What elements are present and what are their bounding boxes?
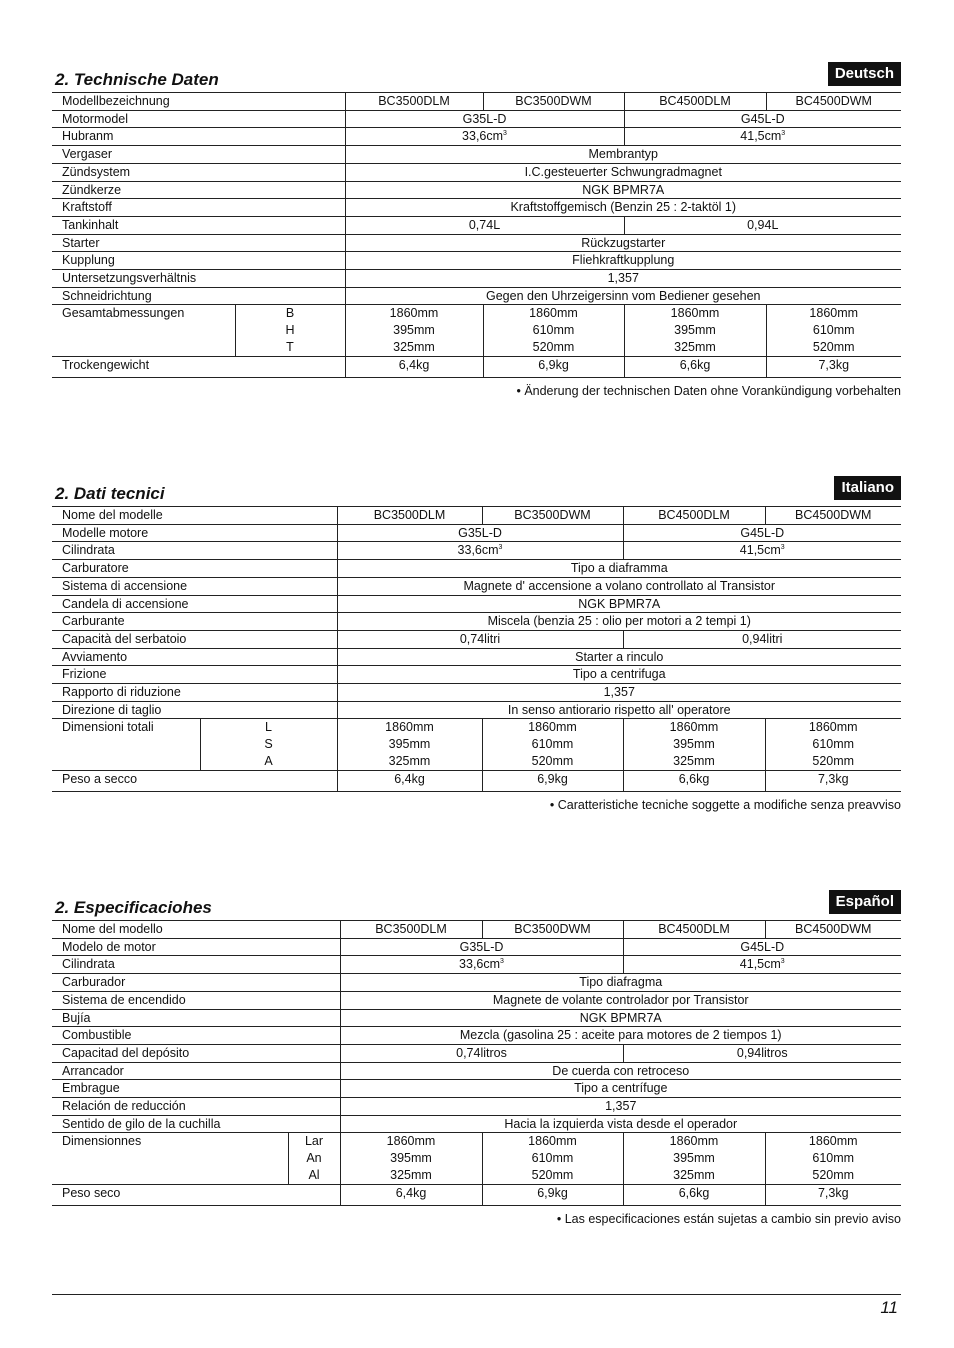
spec-row <box>52 1044 901 1062</box>
spec-value: Tipo diafragma <box>340 974 901 992</box>
spec-label: Embrague <box>52 1080 340 1098</box>
dimension-keys <box>288 1133 340 1184</box>
model-name: BC4500DLM <box>623 507 765 525</box>
spec-row <box>52 956 901 974</box>
dimension-value: 325mm <box>674 339 716 354</box>
spec-value: G35L-D <box>345 110 624 128</box>
superscript: 3 <box>780 544 785 552</box>
spec-row <box>52 305 901 356</box>
spec-label: Motormodel <box>52 110 345 128</box>
spec-label: Carburante <box>52 613 337 631</box>
spec-value: 7,3kg <box>766 356 901 378</box>
model-name: BC3500DLM <box>345 93 483 111</box>
spec-label: Kupplung <box>52 252 345 270</box>
spec-row <box>52 719 901 770</box>
dimension-value: 395mm <box>388 737 431 752</box>
dimension-value: 610mm <box>812 323 855 338</box>
spec-label: Frizione <box>52 666 337 684</box>
spec-row <box>52 595 901 613</box>
spec-value: 6,9kg <box>483 356 624 378</box>
dimension-value: 1860mm <box>808 1134 858 1149</box>
section-header <box>52 62 901 90</box>
spec-label: Peso seco <box>52 1184 340 1206</box>
spec-value: NGK BPMR7A <box>345 181 901 199</box>
dimension-value: 395mm <box>390 1151 432 1166</box>
spec-row <box>52 356 901 378</box>
language-badge: Italiano <box>834 476 901 500</box>
spec-label: Combustible <box>52 1027 340 1045</box>
spec-row <box>52 110 901 128</box>
spec-row <box>52 770 901 792</box>
spec-label: Nome del modelle <box>52 507 337 525</box>
spec-label: Vergaser <box>52 146 345 164</box>
dimension-values <box>624 305 766 356</box>
dimension-value: 325mm <box>673 1167 715 1182</box>
spec-row <box>52 1009 901 1027</box>
dimension-value: 520mm <box>531 753 574 768</box>
spec-value: 0,94litri <box>623 630 901 648</box>
spec-value: Kraftstoffgemisch (Benzin 25 : 2-taktöl 1) <box>345 199 901 217</box>
spec-value: Hacia la izquierda vista desde el operador <box>340 1115 901 1133</box>
dimension-value: 520mm <box>532 339 575 354</box>
section-italiano <box>52 476 901 812</box>
spec-value: Rückzugstarter <box>345 234 901 252</box>
dimension-key: T <box>286 339 294 354</box>
dimension-value: 610mm <box>812 737 855 752</box>
spec-row <box>52 146 901 164</box>
dimension-key: An <box>306 1151 322 1166</box>
spec-row <box>52 938 901 956</box>
spec-label: Sistema de encendido <box>52 991 340 1009</box>
dimension-value: 1860mm <box>669 720 719 735</box>
dimension-value: 1860mm <box>669 1134 719 1149</box>
spec-row <box>52 613 901 631</box>
dimension-value: 1860mm <box>670 306 720 321</box>
spec-value: Mezcla (gasolina 25 : aceite para motores de 2 tiempos 1) <box>340 1027 901 1045</box>
spec-label: Untersetzungsverhältnis <box>52 270 345 288</box>
spec-row <box>52 991 901 1009</box>
dimension-value: 520mm <box>812 1167 855 1182</box>
superscript: 3 <box>503 130 507 138</box>
spec-value: 6,6kg <box>624 356 766 378</box>
dimension-value: 610mm <box>531 1151 574 1166</box>
dimension-value: 520mm <box>531 1167 574 1182</box>
spec-label: Bujía <box>52 1009 340 1027</box>
model-name: BC4500DLM <box>623 921 765 939</box>
spec-row <box>52 163 901 181</box>
section-title: 2. Technische Daten <box>55 70 219 89</box>
dimension-value: 610mm <box>812 1151 855 1166</box>
spec-row <box>52 701 901 719</box>
spec-label: Modelle motore <box>52 524 337 542</box>
spec-row <box>52 216 901 234</box>
dimension-value: 1860mm <box>385 720 434 735</box>
spec-value: De cuerda con retroceso <box>340 1062 901 1080</box>
section-title: 2. Dati tecnici <box>55 484 165 503</box>
spec-label: Relación de reducción <box>52 1098 340 1116</box>
spec-label: Peso a secco <box>52 770 337 792</box>
spec-value: G35L-D <box>337 524 623 542</box>
spec-label: Hubranm <box>52 128 345 146</box>
spec-value: Tipo a diaframma <box>337 560 901 578</box>
spec-value: $33,6cm^3$ <box>337 542 623 560</box>
dimension-key: B <box>285 306 295 321</box>
spec-value: $33,6cm^3$ <box>340 956 623 974</box>
dimension-value: 325mm <box>393 339 435 354</box>
spec-label: Kraftstoff <box>52 199 345 217</box>
spec-label: Direzione di taglio <box>52 701 337 719</box>
dimension-value: 1860mm <box>529 306 578 321</box>
spec-row <box>52 1098 901 1116</box>
dimension-key: Lar <box>304 1134 324 1149</box>
spec-value: Fliehkraftkupplung <box>345 252 901 270</box>
spec-value: 0,94L <box>624 216 901 234</box>
superscript: 3 <box>781 130 786 138</box>
spec-value: $41,5cm^3$ <box>623 956 901 974</box>
spec-value: 1,357 <box>337 684 901 702</box>
spec-label: Trockengewicht <box>52 356 345 378</box>
spec-value: 0,74litros <box>340 1044 623 1062</box>
dimension-values <box>765 719 901 770</box>
spec-table <box>52 92 901 378</box>
spec-value: G45L-D <box>624 110 901 128</box>
dimension-key: S <box>264 737 273 752</box>
spec-row <box>52 524 901 542</box>
spec-value: NGK BPMR7A <box>337 595 901 613</box>
section-header <box>52 890 901 918</box>
disclaimer-note: • Änderung der technischen Daten ohne Vorankündigung vorbehalten <box>516 384 901 399</box>
spec-row <box>52 234 901 252</box>
superscript: 3 <box>498 544 503 552</box>
spec-label: Sentido de gilo de la cuchilla <box>52 1115 340 1133</box>
dimension-value: 610mm <box>531 737 574 752</box>
spec-value: Tipo a centrifuga <box>337 666 901 684</box>
spec-label: Rapporto di riduzione <box>52 684 337 702</box>
spec-label: Avviamento <box>52 648 337 666</box>
spec-label: Cilindrata <box>52 542 337 560</box>
spec-row <box>52 1184 901 1206</box>
model-name: BC3500DWM <box>482 507 623 525</box>
dimension-value: 520mm <box>812 339 855 354</box>
spec-value: Gegen den Uhrzeigersinn vom Bediener gesehen <box>345 287 901 305</box>
spec-value: 0,74litri <box>337 630 623 648</box>
spec-value: 1,357 <box>345 270 901 288</box>
spec-label: Zündsystem <box>52 163 345 181</box>
spec-label: Cilindrata <box>52 956 340 974</box>
spec-value: G45L-D <box>623 938 901 956</box>
spec-row <box>52 252 901 270</box>
model-name: BC4500DLM <box>624 93 766 111</box>
spec-row <box>52 1133 901 1184</box>
dimension-value: 325mm <box>388 753 431 768</box>
spec-label: Carburatore <box>52 560 337 578</box>
spec-value: G45L-D <box>623 524 901 542</box>
dimension-key: L <box>265 720 272 735</box>
dimension-values <box>483 305 624 356</box>
model-name: BC4500DWM <box>766 93 901 111</box>
dimension-keys <box>235 305 345 356</box>
language-badge: Español <box>829 890 901 914</box>
spec-row <box>52 577 901 595</box>
spec-row <box>52 1062 901 1080</box>
spec-value: 6,4kg <box>340 1184 482 1206</box>
spec-label: Candela di accensione <box>52 595 337 613</box>
spec-row <box>52 630 901 648</box>
spec-value: 7,3kg <box>765 1184 901 1206</box>
disclaimer-note: • Las especificaciones están sujetas a cambio sin previo aviso <box>556 1212 901 1227</box>
dimension-values <box>340 1133 482 1184</box>
dimension-value: 1860mm <box>528 720 577 735</box>
section-deutsch <box>52 62 901 398</box>
spec-label: Tankinhalt <box>52 216 345 234</box>
spec-label: Dimensionnes <box>52 1133 288 1184</box>
spec-value: 0,74L <box>345 216 624 234</box>
spec-value: 6,9kg <box>482 1184 623 1206</box>
section-espanol <box>52 890 901 1226</box>
dimension-values <box>766 305 901 356</box>
spec-label: Modelo de motor <box>52 938 340 956</box>
spec-row <box>52 974 901 992</box>
dimension-value: 1860mm <box>808 720 858 735</box>
spec-row <box>52 507 901 525</box>
spec-value: Miscela (benzia 25 : olio per motori a 2 tempi 1) <box>337 613 901 631</box>
dimension-key: Al <box>308 1167 320 1182</box>
spec-row <box>52 1115 901 1133</box>
spec-row <box>52 921 901 939</box>
spec-value: 1,357 <box>340 1098 901 1116</box>
dimension-values <box>345 305 483 356</box>
dimension-values <box>482 719 623 770</box>
dimension-value: 395mm <box>673 737 715 752</box>
footer-divider <box>52 1294 901 1295</box>
dimension-values <box>337 719 482 770</box>
page-number: 11 <box>880 1298 898 1317</box>
spec-row <box>52 287 901 305</box>
spec-label: Nome del modello <box>52 921 340 939</box>
spec-value: Membrantyp <box>345 146 901 164</box>
spec-value: 6,4kg <box>337 770 482 792</box>
spec-table <box>52 506 901 792</box>
spec-value: 6,6kg <box>623 770 765 792</box>
dimension-key: H <box>285 323 295 338</box>
dimension-values <box>623 1133 765 1184</box>
spec-label: Sistema di accensione <box>52 577 337 595</box>
spec-row <box>52 560 901 578</box>
spec-row <box>52 666 901 684</box>
spec-value: NGK BPMR7A <box>340 1009 901 1027</box>
dimension-values <box>623 719 765 770</box>
spec-value: In senso antiorario rispetto all' operatore <box>337 701 901 719</box>
spec-label: Arrancador <box>52 1062 340 1080</box>
spec-row <box>52 1080 901 1098</box>
model-name: BC3500DWM <box>482 921 623 939</box>
model-name: BC3500DLM <box>337 507 482 525</box>
superscript: 3 <box>780 958 785 966</box>
spec-value: Magnete d' accensione a volano controllato al Transistor <box>337 577 901 595</box>
dimension-value: 395mm <box>673 1151 715 1166</box>
section-header <box>52 476 901 504</box>
spec-label: Schneidrichtung <box>52 287 345 305</box>
dimension-value: 395mm <box>393 323 435 338</box>
spec-row <box>52 542 901 560</box>
dimension-value: 520mm <box>812 753 855 768</box>
dimension-value: 610mm <box>532 323 575 338</box>
dimension-values <box>765 1133 901 1184</box>
spec-row <box>52 1027 901 1045</box>
spec-label: Capacità del serbatoio <box>52 630 337 648</box>
model-name: BC4500DWM <box>765 921 901 939</box>
disclaimer-note: • Caratteristiche tecniche soggette a modifiche senza preavviso <box>549 798 901 813</box>
spec-row <box>52 270 901 288</box>
spec-row <box>52 199 901 217</box>
dimension-value: 1860mm <box>389 306 439 321</box>
spec-row <box>52 128 901 146</box>
dimension-value: 325mm <box>673 753 715 768</box>
spec-row <box>52 648 901 666</box>
spec-value: 6,9kg <box>482 770 623 792</box>
dimension-key: A <box>264 753 273 768</box>
spec-label: Capacitad del depósito <box>52 1044 340 1062</box>
spec-label: Gesamtabmessungen <box>52 305 235 356</box>
language-badge: Deutsch <box>828 62 901 86</box>
dimension-value: 1860mm <box>809 306 859 321</box>
spec-value: Tipo a centrífuge <box>340 1080 901 1098</box>
spec-row <box>52 684 901 702</box>
spec-row <box>52 93 901 111</box>
spec-label: Modellbezeichnung <box>52 93 345 111</box>
spec-value: 0,94litros <box>623 1044 901 1062</box>
dimension-values <box>482 1133 623 1184</box>
dimension-value: 395mm <box>674 323 716 338</box>
model-name: BC3500DLM <box>340 921 482 939</box>
spec-value: Starter a rinculo <box>337 648 901 666</box>
spec-row <box>52 181 901 199</box>
model-name: BC3500DWM <box>483 93 624 111</box>
dimension-keys <box>200 719 337 770</box>
dimension-value: 325mm <box>390 1167 432 1182</box>
dimension-value: 1860mm <box>386 1134 436 1149</box>
model-name: BC4500DWM <box>765 507 901 525</box>
superscript: 3 <box>500 958 504 966</box>
spec-value: $41,5cm^3$ <box>624 128 901 146</box>
spec-value: 6,4kg <box>345 356 483 378</box>
spec-value: $33,6cm^3$ <box>345 128 624 146</box>
spec-value: Magnete de volante controlador por Transistor <box>340 991 901 1009</box>
spec-value: $41,5cm^3$ <box>623 542 901 560</box>
spec-value: I.C.gesteuerter Schwungradmagnet <box>345 163 901 181</box>
spec-value: 6,6kg <box>623 1184 765 1206</box>
section-title: 2. Especificaciohes <box>55 898 212 917</box>
dimension-value: 1860mm <box>528 1134 577 1149</box>
spec-value: G35L-D <box>340 938 623 956</box>
spec-table <box>52 920 901 1206</box>
spec-label: Dimensioni totali <box>52 719 200 770</box>
spec-value: 7,3kg <box>765 770 901 792</box>
spec-label: Starter <box>52 234 345 252</box>
spec-label: Zündkerze <box>52 181 345 199</box>
spec-label: Carburador <box>52 974 340 992</box>
